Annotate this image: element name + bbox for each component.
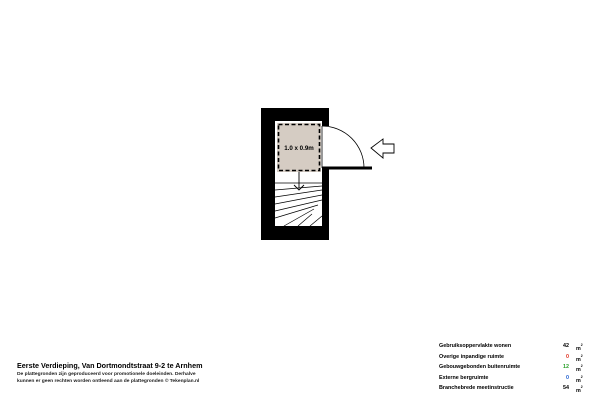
area-row: [439, 352, 589, 363]
area-label: Externe bergruimte: [439, 374, 489, 381]
disclaimer-line: De plattegronden zijn geproduceerd voor promotionele doeleinden. Derhalve: [17, 372, 196, 377]
area-label: Overige inpandige ruimte: [439, 353, 505, 360]
area-label: Branchebrede meetinstructie: [439, 385, 514, 391]
area-summary-table: [439, 341, 589, 394]
door-opening: [322, 126, 332, 168]
area-value: 12: [563, 364, 569, 370]
entrance-arrow-icon: [371, 139, 394, 158]
area-value: 0: [566, 353, 569, 360]
area-unit: $m^2$: [576, 353, 583, 363]
footer-title-block: [17, 361, 347, 386]
area-value: 42: [563, 343, 569, 349]
area-row: [439, 341, 589, 352]
door-threshold: [322, 167, 372, 170]
disclaimer-line: kunnen er geen rechten worden ontleend aan de plattegronden © Tekenplan.nl: [17, 378, 200, 384]
area-row: [439, 362, 589, 373]
floor-title: Eerste Verdieping, Van Dortmondtstraat 9-2 te Arnhem: [17, 361, 203, 370]
area-unit: $m^2$: [576, 385, 583, 394]
area-row: [439, 383, 589, 394]
area-unit: $m^2$: [576, 374, 583, 384]
area-unit: $m^2$: [576, 364, 583, 373]
area-label: Gebouwgebonden buitenruimte: [439, 364, 521, 370]
area-value: 0: [566, 374, 569, 381]
area-value: 54: [563, 385, 569, 391]
area-label: Gebruiksoppervlakte wonen: [439, 343, 512, 349]
area-unit: $m^2$: [576, 343, 583, 352]
elevator-label: 1.0 x 0.9m: [284, 145, 314, 152]
area-row: [439, 373, 589, 384]
